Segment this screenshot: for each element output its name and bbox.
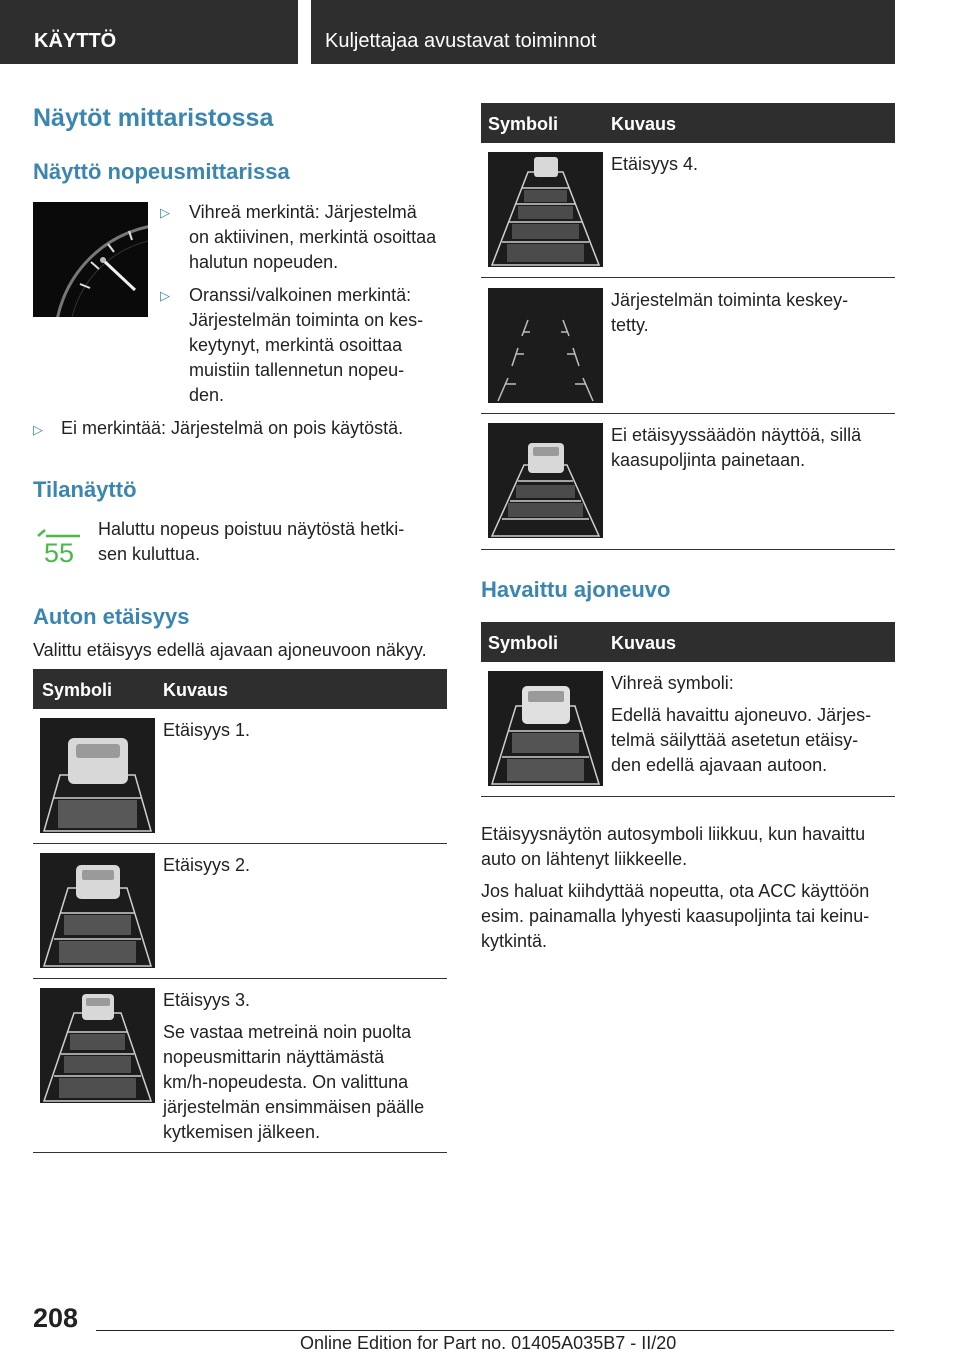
speedo-heading: Näyttö nopeusmittarissa xyxy=(33,159,290,184)
col-description: Kuvaus xyxy=(163,680,229,700)
row-divider xyxy=(33,843,447,844)
para-line: Etäisyysnäytön autosymboli liikkuu, kun havaittu xyxy=(481,824,866,844)
text-line: Ei etäisyyssäädön näyttöä, sillä xyxy=(611,425,862,445)
vehicle-title: Vihreä symboli: xyxy=(611,673,734,693)
detected-vehicle-icon xyxy=(488,671,603,786)
distance-table-header xyxy=(33,669,447,709)
distance-4-icon xyxy=(488,152,603,267)
bullet-line: halutun nopeuden. xyxy=(189,252,339,272)
detail-line: Se vastaa metreinä noin puolta xyxy=(163,1022,412,1042)
no-display-icon xyxy=(488,423,603,538)
bullet-line: on aktiivinen, merkintä osoittaa xyxy=(189,227,437,247)
distance-3-icon xyxy=(40,988,155,1103)
bullet-line: muistiin tallennetun nopeu- xyxy=(189,360,405,380)
section-label: KÄYTTÖ xyxy=(34,30,117,52)
detail-line: kytkemisen jälkeen. xyxy=(163,1122,321,1142)
detected-vehicle-text xyxy=(611,671,871,778)
row-divider xyxy=(33,1152,447,1153)
detail-line: den edellä ajavaan autoon. xyxy=(611,755,828,775)
bullet-green xyxy=(189,200,436,275)
detail-line: km/h-nopeudesta. On valittuna xyxy=(163,1072,409,1092)
paragraph-vehicle-moves xyxy=(481,822,865,872)
distance-table-header-cont xyxy=(481,103,895,143)
footer-rule xyxy=(96,1330,894,1331)
para-line: esim. painamalla lyhyesti kaasupoljinta tai keinu- xyxy=(481,906,870,926)
bullet-line: den. xyxy=(189,385,225,405)
para-line: kytkintä. xyxy=(481,931,548,951)
status-line: Haluttu nopeus poistuu näytöstä hetki- xyxy=(98,519,405,539)
text-line: Järjestelmän toiminta keskey- xyxy=(611,290,849,310)
distance-2-icon xyxy=(40,853,155,968)
row-divider xyxy=(481,796,895,797)
distance-3-title: Etäisyys 3. xyxy=(163,990,251,1010)
bullet-line: Oranssi/valkoinen merkintä: xyxy=(189,285,412,305)
status-line: sen kuluttua. xyxy=(98,544,201,564)
bullet-off: Ei merkintää: Järjestelmä on pois käytöstä. xyxy=(61,418,404,438)
distance-3-text xyxy=(163,988,424,1145)
distance-4-text: Etäisyys 4. xyxy=(611,154,699,174)
detail-line: nopeusmittarin näyttämästä xyxy=(163,1047,385,1067)
vehicle-heading: Havaittu ajoneuvo xyxy=(481,577,671,602)
interrupted-icon xyxy=(488,288,603,403)
set-speed-value: 55 xyxy=(44,538,75,568)
chapter-title: Kuljettajaa avustavat toiminnot xyxy=(325,30,597,52)
col-symbol: Symboli xyxy=(488,633,559,653)
row-divider xyxy=(33,978,447,979)
col-symbol: Symboli xyxy=(42,680,113,700)
bullet-line: keytynyt, merkintä osoittaa xyxy=(189,335,403,355)
detail-line: järjestelmän ensimmäisen päälle xyxy=(163,1097,425,1117)
header-rule xyxy=(311,63,895,64)
col-description: Kuvaus xyxy=(611,633,677,653)
distance-heading: Auton etäisyys xyxy=(33,604,190,629)
bullet-triangle-icon: ▷ xyxy=(160,288,170,303)
bullet-line: Vihreä merkintä: Järjestelmä xyxy=(189,202,417,222)
row-divider xyxy=(481,413,895,414)
bullet-triangle-icon: ▷ xyxy=(33,422,43,437)
row-divider xyxy=(481,277,895,278)
no-display-text xyxy=(611,423,861,473)
chapter-title-bar xyxy=(311,0,895,64)
page-number: 208 xyxy=(33,1303,79,1333)
para-line: Jos haluat kiihdyttää nopeutta, ota ACC käyttöön xyxy=(481,881,870,901)
section-tab xyxy=(0,0,298,64)
bullet-orange xyxy=(189,283,423,408)
distance-intro: Valittu etäisyys edellä ajavaan ajoneuvoon näkyy. xyxy=(33,640,427,660)
paragraph-accelerate xyxy=(481,879,869,954)
row-divider xyxy=(481,549,895,550)
vehicle-detail xyxy=(611,703,871,778)
distance-2-text: Etäisyys 2. xyxy=(163,855,251,875)
col-description: Kuvaus xyxy=(611,114,677,134)
interrupted-text xyxy=(611,288,848,338)
text-line: tetty. xyxy=(611,315,649,335)
col-symbol: Symboli xyxy=(488,114,559,134)
bullet-triangle-icon: ▷ xyxy=(160,205,170,220)
distance-1-icon xyxy=(40,718,155,833)
set-speed-icon xyxy=(36,522,86,570)
status-heading: Tilanäyttö xyxy=(33,477,137,502)
detail-line: telmä säilyttää asetetun etäisy- xyxy=(611,730,859,750)
page-title: Näytöt mittaristossa xyxy=(33,104,274,132)
text-line: kaasupoljinta painetaan. xyxy=(611,450,806,470)
vehicle-table-header xyxy=(481,622,895,662)
speedometer-image xyxy=(33,202,148,317)
para-line: auto on lähtenyt liikkeelle. xyxy=(481,849,688,869)
bullet-line: Järjestelmän toiminta on kes- xyxy=(189,310,424,330)
detail-line: Edellä havaittu ajoneuvo. Järjes- xyxy=(611,705,872,725)
status-text xyxy=(98,517,404,567)
distance-1-text: Etäisyys 1. xyxy=(163,720,251,740)
edition-text: Online Edition for Part no. 01405A035B7 - II/20 xyxy=(300,1333,677,1353)
distance-3-detail xyxy=(163,1020,424,1145)
